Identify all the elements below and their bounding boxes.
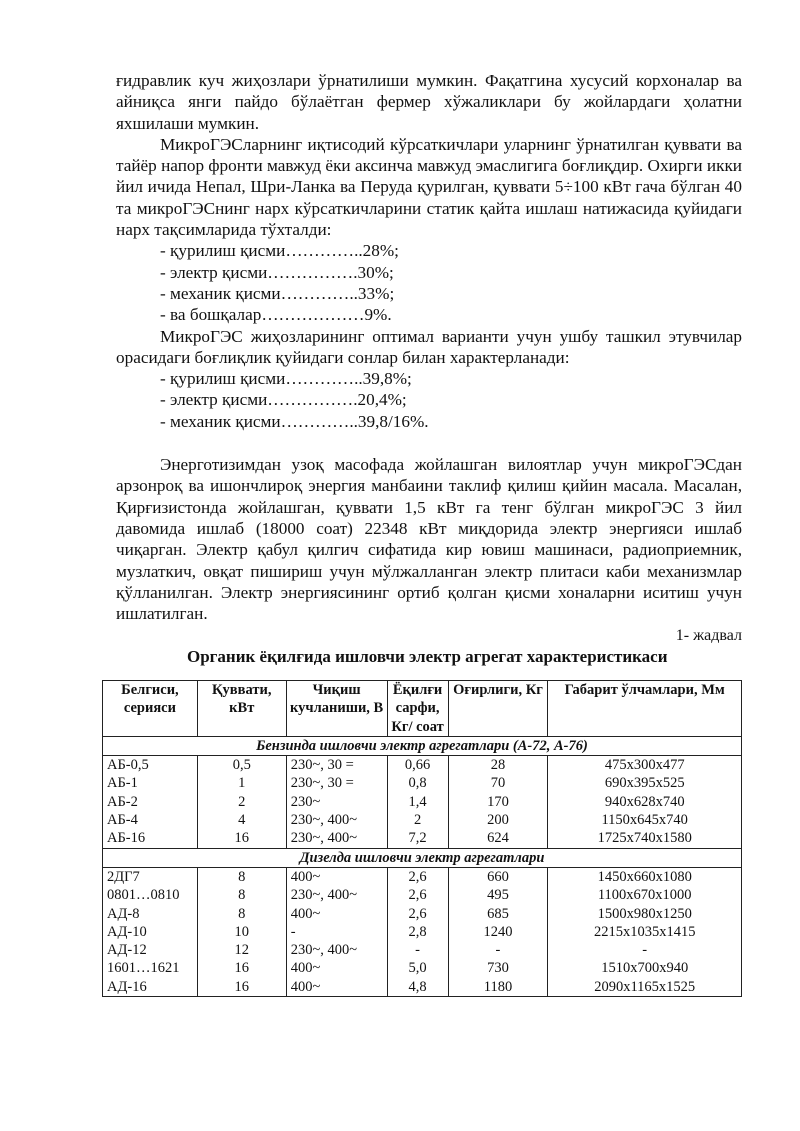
table-cell: 4,8 (387, 978, 448, 997)
column-header: Ёқилғи сарфи, Кг/ соат (387, 681, 448, 737)
table-section-row (103, 736, 742, 755)
table-cell: 170 (448, 793, 548, 811)
table-cell: АБ-1 (103, 774, 198, 792)
cost-list-1 (116, 240, 742, 325)
table-cell: 2,8 (387, 923, 448, 941)
table-cell: 230~, 400~ (286, 886, 387, 904)
table-cell: 10 (197, 923, 286, 941)
table-cell: 16 (197, 978, 286, 997)
table-row (103, 774, 742, 792)
table-cell: 16 (197, 829, 286, 848)
table-cell: 0801…0810 (103, 886, 198, 904)
table-cell: АБ-2 (103, 793, 198, 811)
table-cell: 400~ (286, 867, 387, 886)
table-cell: АД-8 (103, 905, 198, 923)
table-row (103, 959, 742, 977)
document-body (116, 70, 742, 667)
list-item: - қурилиш қисми…………..28%; (160, 241, 399, 261)
list-item: - механик қисми…………..33%; (160, 283, 395, 303)
column-header: Қуввати, кВт (197, 681, 286, 737)
table-cell: 2,6 (387, 867, 448, 886)
table-cell: 400~ (286, 978, 387, 997)
table-cell: 1240 (448, 923, 548, 941)
table-cell: АБ-16 (103, 829, 198, 848)
table-cell: 475х300х477 (548, 756, 742, 775)
table-cell: 940х628х740 (548, 793, 742, 811)
list-item: - механик қисми…………..39,8/16%. (160, 411, 429, 431)
table-cell: 4 (197, 811, 286, 829)
table-cell: 0,8 (387, 774, 448, 792)
table-cell: - (286, 923, 387, 941)
table-cell: 230~, 30 = (286, 756, 387, 775)
table-number: 1- жадвал (675, 627, 742, 645)
table-cell: 8 (197, 905, 286, 923)
table-row (103, 941, 742, 959)
table-cell: - (548, 941, 742, 959)
table-cell: 2 (387, 811, 448, 829)
table-row (103, 923, 742, 941)
table-cell: 230~, 400~ (286, 829, 387, 848)
generator-table (102, 680, 742, 997)
table-row (103, 978, 742, 997)
table-cell: 1150х645х740 (548, 811, 742, 829)
table-cell: 5,0 (387, 959, 448, 977)
list-item: - қурилиш қисми…………..39,8%; (160, 369, 412, 389)
table-cell: 2090х1165х1525 (548, 978, 742, 997)
table-cell: АБ-4 (103, 811, 198, 829)
paragraph-4: Энерготизимдан узоқ масофада жойлашган вилоятлар учун микроГЭСдан арзонроқ ва ишончлироқ энергия манбаини таклиф қилиш қийин масала. Масалан, Қирғизистонда жойлашган, қуввати 1,5 кВт га тенг бўлган микроГЭС 3 йил давомида ишлаб (18000 соат) 22348 кВт миқдорида электр энергияси ишлаб чиқарган. Электр қабул қилгич сифатида кир ювиш машинаси, радиоприемник, музлаткич, овқат пишириш учун мўлжалланган электр плитаси каби механизмлар қўлланилган. Электр энергиясининг ортиб қолган қисми хоналарни иситиш учун ишлатилган. (116, 455, 742, 624)
table-row (103, 829, 742, 848)
table-cell: 8 (197, 867, 286, 886)
paragraph-2: МикроГЭСларнинг иқтисодий кўрсаткичлари уларнинг ўрнатилган қуввати ва тайёр напор фронти мавжуд ёки аксинча мавжуд эмаслигига боғлиқдир. Охирги икки йил ичида Непал, Шри-Ланка ва Перуда қурилган, қуввати 5÷100 кВт гача бўлган 40 та микроГЭСнинг нарх кўрсаткичларини статик қайта ишлаш натижасида қуйидаги нарх тақсимларида тўхталди: (116, 134, 742, 240)
table-cell: 70 (448, 774, 548, 792)
table-cell: 1725х740х1580 (548, 829, 742, 848)
table-cell: 2ДГ7 (103, 867, 198, 886)
table-cell: 660 (448, 867, 548, 886)
table-cell: 495 (448, 886, 548, 904)
list-item: - электр қисми…………….30%; (160, 262, 394, 282)
table-cell: 200 (448, 811, 548, 829)
table-cell: 16 (197, 959, 286, 977)
table-row (103, 867, 742, 886)
table-section-row (103, 848, 742, 867)
table-cell: 0,66 (387, 756, 448, 775)
table-cell: 12 (197, 941, 286, 959)
table-cell: АБ-0,5 (103, 756, 198, 775)
table-header-row (103, 681, 742, 737)
table-cell: 690х395х525 (548, 774, 742, 792)
table-cell: 400~ (286, 905, 387, 923)
table-cell: 2,6 (387, 886, 448, 904)
table-cell: 2215х1035х1415 (548, 923, 742, 941)
table-cell: АД-12 (103, 941, 198, 959)
column-header: Габарит ўлчамлари, Мм (548, 681, 742, 737)
table-cell: 230~, 400~ (286, 811, 387, 829)
table-cell: АД-10 (103, 923, 198, 941)
section-title: Бензинда ишловчи электр агрегатлари (А-72, А-76) (103, 736, 742, 755)
table-row (103, 886, 742, 904)
table-row (103, 905, 742, 923)
table-cell: 2 (197, 793, 286, 811)
column-header: Оғирлиги, Кг (448, 681, 548, 737)
list-item: - электр қисми…………….20,4%; (160, 390, 407, 410)
table-cell: 1,4 (387, 793, 448, 811)
table-cell: 685 (448, 905, 548, 923)
table-cell: 230~, 400~ (286, 941, 387, 959)
paragraph-3: МикроГЭС жиҳозларининг оптимал варианти учун ушбу ташкил этувчилар орасидаги боғлиқлик қуйидаги сонлар билан характерланади: (116, 326, 742, 367)
table-cell: 1510х700х940 (548, 959, 742, 977)
table-row (103, 756, 742, 775)
table-title: Органик ёқилғида ишловчи электр агрегат характеристикаси (187, 647, 668, 667)
paragraph-1: ғидравлик куч жиҳозлари ўрнатилиши мумкин. Фақатгина хусусий корхоналар ва айниқса янги пайдо бўлаётган фермер хўжаликлари бу жойлардаги ҳолатни яхшилаши мумкин. (116, 71, 742, 133)
cost-list-2 (116, 368, 742, 432)
table-cell: 624 (448, 829, 548, 848)
table-cell: 730 (448, 959, 548, 977)
table-cell: 230~, 30 = (286, 774, 387, 792)
table-cell: 28 (448, 756, 548, 775)
table-cell: 1180 (448, 978, 548, 997)
section-title: Дизелда ишловчи электр агрегатлари (103, 848, 742, 867)
table-cell: 1450х660х1080 (548, 867, 742, 886)
table-cell: 1 (197, 774, 286, 792)
table-cell: - (448, 941, 548, 959)
table-cell: - (387, 941, 448, 959)
table-cell: 1100х670х1000 (548, 886, 742, 904)
table-cell: 8 (197, 886, 286, 904)
table-cell: АД-16 (103, 978, 198, 997)
table-cell: 2,6 (387, 905, 448, 923)
table-cell: 7,2 (387, 829, 448, 848)
list-item: - ва бошқалар………………9%. (160, 305, 392, 325)
table-cell: 1601…1621 (103, 959, 198, 977)
table-row (103, 811, 742, 829)
column-header: Белгиси, серияси (103, 681, 198, 737)
column-header: Чиқиш кучланиши, В (286, 681, 387, 737)
table-row (103, 793, 742, 811)
table-cell: 230~ (286, 793, 387, 811)
table-cell: 1500х980х1250 (548, 905, 742, 923)
table-cell: 0,5 (197, 756, 286, 775)
table-cell: 400~ (286, 959, 387, 977)
